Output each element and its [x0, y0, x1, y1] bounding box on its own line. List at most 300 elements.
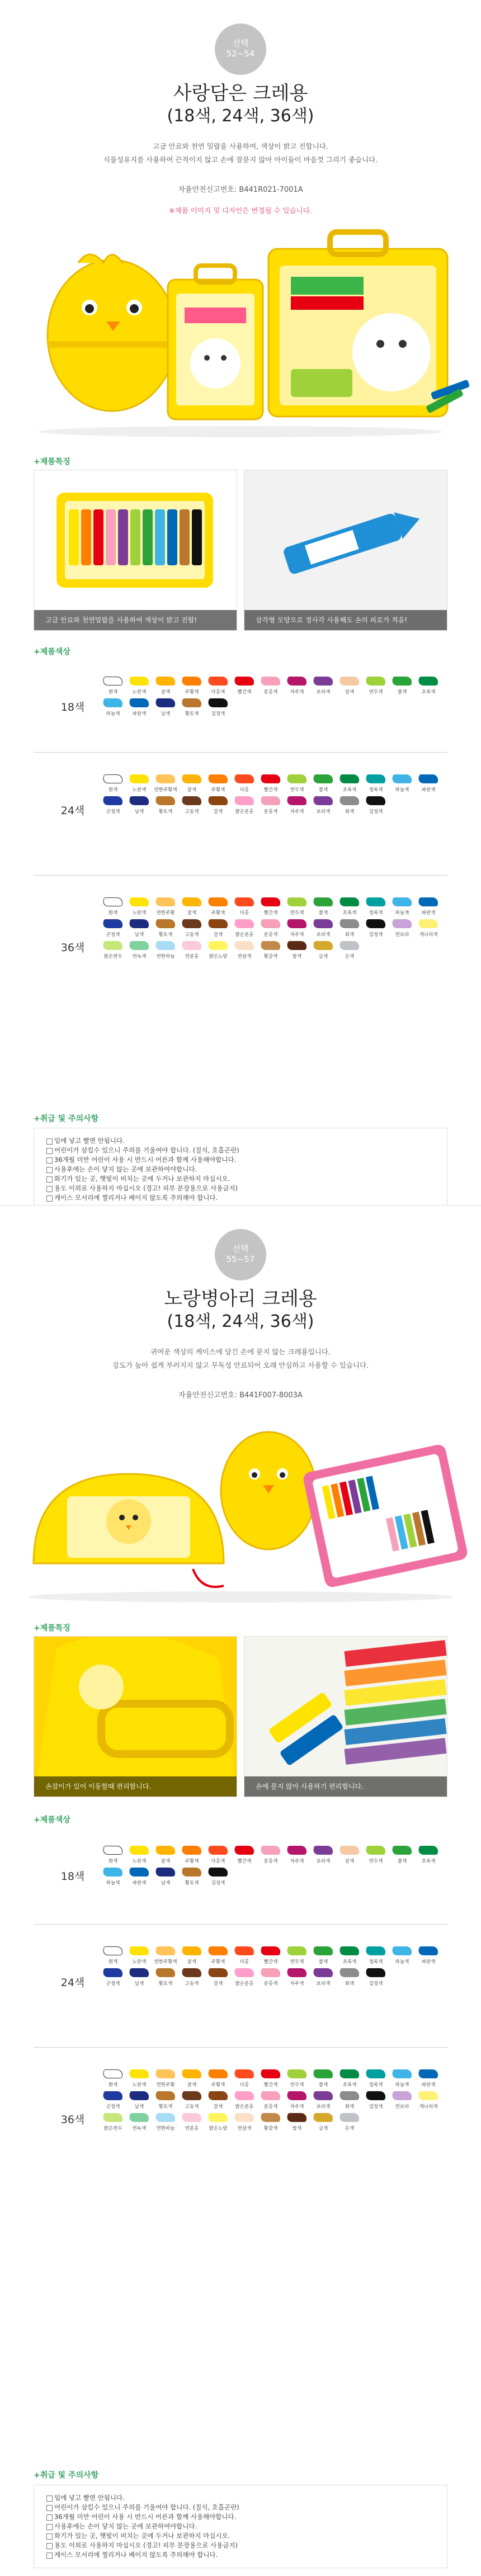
color-name: 분홍색 [263, 2104, 278, 2110]
color-swatch [232, 919, 257, 938]
color-swatch [206, 677, 230, 695]
color-name: 개나리색 [419, 932, 438, 938]
color-name: 연한하늘 [156, 954, 175, 959]
color-name: 검정색 [211, 1880, 225, 1886]
color-swatch [311, 2091, 336, 2110]
color-name: 풀색 [397, 1859, 407, 1864]
color-chip [391, 1946, 413, 1955]
color-chip [365, 1846, 387, 1855]
color-chip [181, 919, 203, 928]
color-chip [128, 1868, 150, 1877]
product-photo-crayon-cases [0, 224, 481, 442]
color-name: 연두색 [290, 1959, 304, 1965]
color-chip [181, 897, 203, 906]
color-swatch [180, 1846, 204, 1864]
color-chip [286, 774, 308, 783]
color-chip [128, 796, 150, 805]
color-name: 갈색 [213, 2104, 223, 2110]
color-swatch [258, 897, 283, 916]
color-chip [391, 2069, 413, 2078]
color-chip [365, 2091, 387, 2100]
color-chip [207, 774, 229, 783]
color-swatch [127, 698, 152, 717]
color-name: 파란색 [132, 711, 147, 717]
color-name: 갈색 [213, 809, 223, 815]
color-swatch [337, 1968, 362, 1987]
color-chip [207, 1946, 229, 1955]
color-chip [233, 1946, 256, 1955]
color-swatch [416, 2069, 441, 2088]
product-section-2 [0, 1205, 481, 2576]
color-name: 밝은노랑 [209, 2126, 228, 2131]
color-chip [102, 2091, 124, 2100]
color-swatch [127, 919, 152, 938]
color-swatch [311, 1846, 336, 1864]
color-chip [338, 2091, 361, 2100]
color-name: 노란색 [132, 689, 147, 695]
color-name: 자주색 [290, 932, 304, 938]
color-chip [181, 2113, 203, 2122]
swatch-block-24 [34, 755, 447, 861]
color-swatch [206, 897, 230, 916]
color-swatch [101, 2113, 125, 2131]
color-chip [338, 2069, 361, 2078]
swatch-set-label: 36색 [60, 942, 85, 954]
color-chip [417, 919, 440, 928]
color-swatch [127, 796, 152, 815]
color-name: 분홍색 [263, 809, 278, 815]
color-chip [365, 2069, 387, 2078]
color-name: 초록색 [421, 1859, 436, 1864]
product-photo-chick-crayon-cases [0, 1407, 481, 1608]
color-swatch [390, 919, 414, 938]
color-swatch [101, 919, 125, 938]
swatch-grid [101, 774, 447, 815]
color-swatch [285, 796, 309, 815]
color-swatch [101, 1846, 125, 1864]
color-swatch [416, 2091, 441, 2110]
color-swatch [180, 774, 204, 793]
swatch-set-label: 24색 [60, 805, 85, 817]
color-chip [391, 919, 413, 928]
color-name: 흰색 [108, 910, 118, 916]
color-chip [365, 677, 387, 686]
feature-photo-triangular-crayon [244, 470, 447, 631]
color-swatch [206, 2113, 230, 2131]
color-name: 파란색 [421, 787, 436, 793]
color-chip [154, 2069, 177, 2078]
color-swatch [153, 941, 178, 959]
color-swatch [285, 2069, 309, 2088]
color-swatch [337, 941, 362, 959]
color-chip [260, 1946, 282, 1955]
color-chip [233, 941, 256, 950]
product-subtitle: (18색, 24색, 36색) [167, 1312, 314, 1331]
color-name: 다홍색 [211, 1859, 225, 1864]
color-chip [417, 774, 440, 783]
color-name: 밤색 [292, 954, 302, 959]
color-name: 밝은연두 [103, 954, 122, 959]
color-swatch [285, 941, 309, 959]
color-name: 다홍 [239, 787, 249, 793]
color-name: 다홍 [239, 910, 249, 916]
color-swatch [206, 941, 230, 959]
color-name: 다홍 [239, 1959, 249, 1965]
color-swatch [258, 919, 283, 938]
caution-item: 입에 넣고 빨면 안됩니다. [46, 1136, 435, 1146]
color-swatch [337, 2091, 362, 2110]
color-name: 노란색 [132, 1859, 147, 1864]
color-name: 초록색 [421, 689, 436, 695]
color-swatch [101, 774, 125, 793]
color-name: 군청색 [106, 2104, 120, 2110]
color-name: 보라색 [316, 689, 331, 695]
color-name: 흰색 [108, 2082, 118, 2088]
color-chip [102, 897, 124, 906]
color-swatch [180, 1946, 204, 1965]
color-chip [286, 677, 308, 686]
color-chip [128, 2091, 150, 2100]
color-name: 남색 [134, 1981, 144, 1987]
color-swatch [153, 2069, 178, 2088]
color-chip [154, 1946, 177, 1955]
swatch-grid [101, 897, 447, 959]
color-swatch [180, 2069, 204, 2088]
color-swatch [101, 941, 125, 959]
design-change-notice: ※제품 이미지 및 디자인은 변경될 수 있습니다. [169, 206, 312, 215]
color-name: 연두색 [369, 1859, 383, 1864]
color-chip [286, 2113, 308, 2122]
color-chip [365, 1946, 387, 1955]
color-chip [260, 941, 282, 950]
color-name: 귤색 [187, 910, 197, 916]
color-swatch [206, 919, 230, 938]
color-name: 자주색 [290, 809, 304, 815]
color-name: 고동색 [185, 932, 199, 938]
color-swatch [127, 1868, 152, 1886]
color-swatch [311, 677, 336, 695]
color-chip [128, 2113, 150, 2122]
color-chip [417, 677, 440, 686]
color-name: 빨간색 [263, 910, 278, 916]
color-swatch [153, 919, 178, 938]
color-name: 황갈색 [263, 954, 278, 959]
option-badge [215, 23, 266, 75]
color-chip [312, 2069, 334, 2078]
color-chip [102, 1846, 124, 1855]
color-swatch [337, 897, 362, 916]
color-chip [312, 774, 334, 783]
color-name: 연한주황 [156, 910, 175, 916]
color-swatch [337, 796, 362, 815]
color-name: 밝은분홍 [235, 932, 254, 938]
color-name: 회색 [345, 2104, 355, 2110]
color-name: 초록색 [342, 1959, 357, 1965]
color-chip [181, 941, 203, 950]
color-swatch [258, 1968, 283, 1987]
color-name: 군청색 [106, 1981, 120, 1987]
option-badge [215, 1229, 266, 1280]
color-chip [181, 677, 203, 686]
description-line: 식물성유지를 사용하여 끈적이지 않고 손에 잘묻지 않아 아이들이 마음껏 그리기 좋습니다. [103, 155, 378, 164]
color-swatch [127, 1846, 152, 1864]
caution-item: 화기가 있는 곳, 햇빛이 비치는 곳에 두거나 보관하지 마십시오. [46, 1174, 435, 1184]
color-name: 갈색 [213, 1981, 223, 1987]
color-swatch [337, 677, 362, 695]
color-chip [417, 1946, 440, 1955]
color-swatch [180, 2113, 204, 2131]
color-name: 황토색 [185, 1880, 199, 1886]
color-name: 초록색 [342, 787, 357, 793]
color-chip [233, 677, 256, 686]
color-swatch [416, 774, 441, 793]
color-name: 흰색 [108, 689, 118, 695]
color-swatch [206, 774, 230, 793]
color-chip [233, 2069, 256, 2078]
swatch-block-24 [34, 1927, 447, 2033]
color-name: 풀색 [397, 689, 407, 695]
color-name: 파란색 [421, 910, 436, 916]
color-swatch [390, 2069, 414, 2088]
color-chip [154, 1868, 177, 1877]
caution-list [34, 1128, 447, 1211]
color-name: 연녹색 [132, 954, 147, 959]
color-swatch [364, 1968, 388, 1987]
color-swatch [416, 1846, 441, 1864]
color-chip [312, 1968, 334, 1977]
caution-heading: +취급 및 주의사항 [34, 2471, 99, 2480]
color-swatch [206, 796, 230, 815]
color-chip [286, 1846, 308, 1855]
color-swatch [285, 919, 309, 938]
color-chip [312, 1946, 334, 1955]
color-name: 남색 [134, 932, 144, 938]
color-swatch [285, 2091, 309, 2110]
product-description [0, 140, 481, 167]
color-chip [417, 1846, 440, 1855]
color-chip [338, 1968, 361, 1977]
color-swatch [153, 677, 178, 695]
color-name: 자주색 [290, 1981, 304, 1987]
color-name: 남색 [161, 711, 171, 717]
color-swatch [153, 1868, 178, 1886]
color-swatch [390, 774, 414, 793]
color-chip [207, 1968, 229, 1977]
color-name: 주황색 [185, 1859, 199, 1864]
color-chip [181, 1868, 203, 1877]
color-swatch [337, 2069, 362, 2088]
caution-item: 사용후에는 손이 닿지 않는 곳에 보관하여야합니다. [46, 2522, 435, 2531]
color-name: 보라색 [316, 2104, 331, 2110]
color-chip [260, 2113, 282, 2122]
color-swatch [285, 2113, 309, 2131]
color-swatch [127, 1946, 152, 1965]
color-chip [128, 897, 150, 906]
color-swatch [153, 698, 178, 717]
color-swatch [127, 897, 152, 916]
safety-cert-number: 자율안전신고번호: B441R021-7001A [178, 186, 303, 194]
color-swatch [258, 2069, 283, 2088]
color-swatch [101, 677, 125, 695]
color-swatch [180, 1968, 204, 1987]
color-swatch [206, 2069, 230, 2088]
color-chip [102, 1968, 124, 1977]
color-name: 자주색 [290, 1859, 304, 1864]
feature-caption: 삼각형 모양으로 정사각 사용해도 손의 피로가 적음! [244, 610, 447, 630]
color-name: 황토색 [158, 2104, 173, 2110]
color-name: 연살색 [237, 954, 252, 959]
color-chip [233, 1968, 256, 1977]
color-name: 분홍색 [263, 1859, 278, 1864]
color-swatch [311, 774, 336, 793]
color-name: 하늘색 [106, 1880, 120, 1886]
color-chip [154, 1846, 177, 1855]
color-swatch [206, 1846, 230, 1864]
color-name: 연분홍 [185, 2126, 199, 2131]
color-name: 검정색 [211, 711, 225, 717]
color-swatch [127, 1968, 152, 1987]
color-name: 노란색 [132, 787, 147, 793]
color-chip [286, 1968, 308, 1977]
color-name: 흰색 [108, 1859, 118, 1864]
color-chip [338, 919, 361, 928]
color-chip [128, 1946, 150, 1955]
color-swatch [311, 919, 336, 938]
color-chip [154, 941, 177, 950]
description-line: 고급 안료와 천연 밀랍을 사용하여, 색상이 밝고 진합니다. [153, 142, 328, 150]
color-name: 노란색 [132, 1959, 147, 1965]
color-swatch [364, 1946, 388, 1965]
color-name: 황토색 [158, 809, 173, 815]
color-chip [233, 774, 256, 783]
color-name: 고동색 [185, 2104, 199, 2110]
color-name: 다홍 [239, 2082, 249, 2088]
color-name: 다홍색 [211, 689, 225, 695]
color-name: 남색 [161, 1880, 171, 1886]
color-chip [102, 677, 124, 686]
color-name: 황토색 [185, 711, 199, 717]
color-swatch [416, 677, 441, 695]
color-chip [312, 677, 334, 686]
color-swatch [206, 1868, 230, 1886]
swatch-block-36 [34, 2050, 447, 2201]
color-swatch [232, 677, 257, 695]
swatch-set-label: 24색 [60, 1977, 85, 1989]
color-chip [338, 677, 361, 686]
color-swatch [285, 1946, 309, 1965]
color-swatch [101, 1968, 125, 1987]
color-chip [181, 1946, 203, 1955]
caution-list [34, 2485, 447, 2568]
color-chip [312, 919, 334, 928]
caution-item: 케이스 모서리에 찔리거나 베이지 않도록 주의해야 합니다. [46, 2550, 435, 2560]
color-name: 주황색 [211, 1959, 225, 1965]
color-swatch [311, 897, 336, 916]
color-swatch [153, 774, 178, 793]
color-chip [181, 2091, 203, 2100]
feature-card [34, 470, 237, 631]
badge-number: 55~57 [226, 1254, 255, 1264]
color-swatch [258, 796, 283, 815]
color-name: 귤색 [187, 787, 197, 793]
color-chip [154, 2091, 177, 2100]
caution-item: 케이스 모서리에 찔리거나 베이지 않도록 주의해야 합니다. [46, 1193, 435, 1203]
badge-label: 선택 [232, 38, 249, 48]
color-chip [338, 1846, 361, 1855]
color-chip [260, 2069, 282, 2078]
color-chip [286, 2091, 308, 2100]
color-name: 밤색 [292, 2126, 302, 2131]
color-swatch [364, 796, 388, 815]
color-chip [391, 1846, 413, 1855]
caution-item: 용도 이외로 사용하지 마십시오 (경고! 피부 분장용으로 사용금지) [46, 1184, 435, 1193]
color-swatch [127, 2113, 152, 2131]
color-swatch [364, 2091, 388, 2110]
color-name: 남색 [134, 2104, 144, 2110]
color-name: 연살색 [237, 2126, 252, 2131]
color-swatch [364, 774, 388, 793]
color-swatch [364, 897, 388, 916]
color-chip [181, 2069, 203, 2078]
color-name: 연한주황 [156, 2082, 175, 2088]
color-name: 밝은분홍 [235, 809, 254, 815]
color-name: 초록색 [342, 2082, 357, 2088]
color-name: 황갈색 [263, 2126, 278, 2131]
color-name: 개나리색 [419, 2104, 438, 2110]
color-chip [338, 774, 361, 783]
color-chip [128, 941, 150, 950]
color-chip [286, 1946, 308, 1955]
color-swatch [416, 1946, 441, 1965]
color-swatch [285, 677, 309, 695]
color-chip [207, 2113, 229, 2122]
color-name: 하늘색 [395, 1959, 409, 1965]
color-swatch [285, 1846, 309, 1864]
caution-item: 용도 이외로 사용하지 마십시오 (경고! 피부 분장용으로 사용금지) [46, 2541, 435, 2550]
description-line: 강도가 높아 쉽게 부러지지 않고 무독성 안료되어 오래 안심하고 사용할 수 있습니다. [112, 1361, 369, 1369]
description-line: 귀여운 색상의 케이스에 담긴 손에 묻지 않는 크레용입니다. [150, 1348, 331, 1356]
color-chip [260, 677, 282, 686]
color-name: 빨간색 [263, 787, 278, 793]
color-name: 청록색 [369, 2082, 383, 2088]
color-chip [154, 677, 177, 686]
color-swatch [337, 1846, 362, 1864]
color-chip [154, 919, 177, 928]
color-chip [391, 774, 413, 783]
color-chip [128, 774, 150, 783]
color-swatch [390, 1846, 414, 1864]
color-name: 분홍색 [263, 932, 278, 938]
caution-item: 사용후에는 손이 닿지 않는 곳에 보관하여야합니다. [46, 1165, 435, 1174]
divider [34, 2047, 447, 2048]
color-name: 귤색 [187, 2082, 197, 2088]
divider [34, 875, 447, 876]
color-name: 하늘색 [395, 787, 409, 793]
color-chip [286, 2069, 308, 2078]
color-chip [207, 1846, 229, 1855]
color-swatch [416, 897, 441, 916]
color-swatch [258, 2113, 283, 2131]
safety-cert-number: 자율안전신고번호: B441F007-8003A [178, 1391, 303, 1400]
color-swatch [232, 2091, 257, 2110]
color-chip [102, 1946, 124, 1955]
color-chip [154, 2113, 177, 2122]
color-name: 군청색 [106, 809, 120, 815]
color-name: 연두색 [290, 2082, 304, 2088]
color-name: 연한주황색 [154, 787, 177, 793]
color-name: 보라색 [316, 809, 331, 815]
color-chip [181, 1846, 203, 1855]
